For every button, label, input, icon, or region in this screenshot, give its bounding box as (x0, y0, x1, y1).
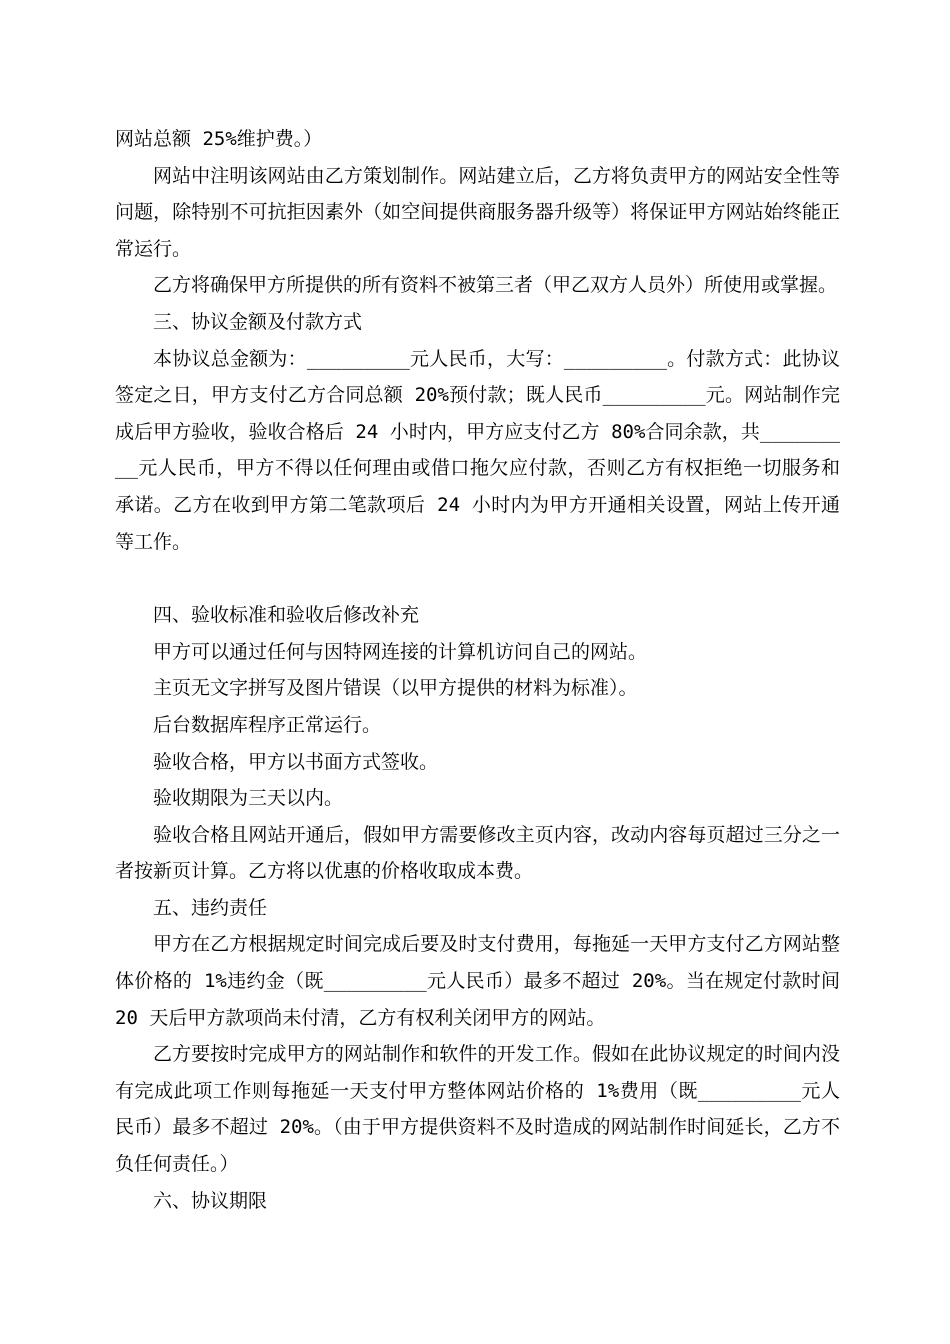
paragraph-modification-fee: 验收合格且网站开通后，假如甲方需要修改主页内容，改动内容每页超过三分之一者按新页计算。乙方将以优惠的价格收取成本费。 (115, 823, 840, 883)
blank-line (115, 560, 840, 597)
document-body (115, 121, 840, 1219)
paragraph-acceptance-spelling: 主页无文字拼写及图片错误（以甲方提供的材料为标准）。 (153, 677, 638, 700)
paragraph-acceptance-signoff: 验收合格，甲方以书面方式签收。 (153, 750, 439, 773)
section-heading-acceptance: 四、验收标准和验收后修改补充 (153, 604, 420, 627)
paragraph-acceptance-database: 后台数据库程序正常运行。 (153, 713, 382, 736)
paragraph-confidentiality: 乙方将确保甲方所提供的所有资料不被第三者（甲乙双方人员外）所使用或掌握。 (153, 274, 838, 297)
section-heading-liability: 五、违约责任 (153, 896, 268, 919)
section-heading-term: 六、协议期限 (153, 1189, 268, 1212)
paragraph-acceptance-period: 验收期限为三天以内。 (153, 787, 344, 810)
paragraph-acceptance-access: 甲方可以通过任何与因特网连接的计算机访问自己的网站。 (153, 640, 648, 663)
paragraph-party-a-liability: 甲方在乙方根据规定时间完成后要及时支付费用，每拖延一天甲方支付乙方网站整体价格的 1%违约金（既_________元人民币）最多不超过 20%。当在规定付款时间 20 天后甲方款项尚未付清，乙方有权利关闭甲方的网站。 (115, 933, 840, 1029)
paragraph-party-b-liability: 乙方要按时完成甲方的网站制作和软件的开发工作。假如在此协议规定的时间内没有完成此项工作则每拖延一天支付甲方整体网站价格的 1%费用（既_________元人民币）最多不超过 20%。（由于甲方提供资料不及时造成的网站制作时间延长，乙方不负任何责任。） (115, 1043, 840, 1176)
paragraph-maintenance-fee-tail: 网站总额 25%维护费。） (115, 128, 323, 150)
paragraph-site-security: 网站中注明该网站由乙方策划制作。网站建立后，乙方将负责甲方的网站安全性等问题，除特别不可抗拒因素外（如空间提供商服务器升级等）将保证甲方网站始终能正常运行。 (115, 164, 840, 260)
section-heading-payment: 三、协议金额及付款方式 (153, 310, 363, 333)
paragraph-payment-terms: 本协议总金额为：_________元人民币，大写：_________。付款方式：此协议签定之日，甲方支付乙方合同总额 20%预付款；既人民币_________元。网站制作完成后甲方验收，验收合格后 24 小时内，甲方应支付乙方 80%合同余款，共_________元人民币，甲方不得以任何理由或借口拖欠应付款，否则乙方有权拒绝一切服务和承诺。乙方在收到甲方第二笔款项后 24 小时内为甲方开通相关设置，网站上传开通等工作。 (115, 347, 840, 553)
